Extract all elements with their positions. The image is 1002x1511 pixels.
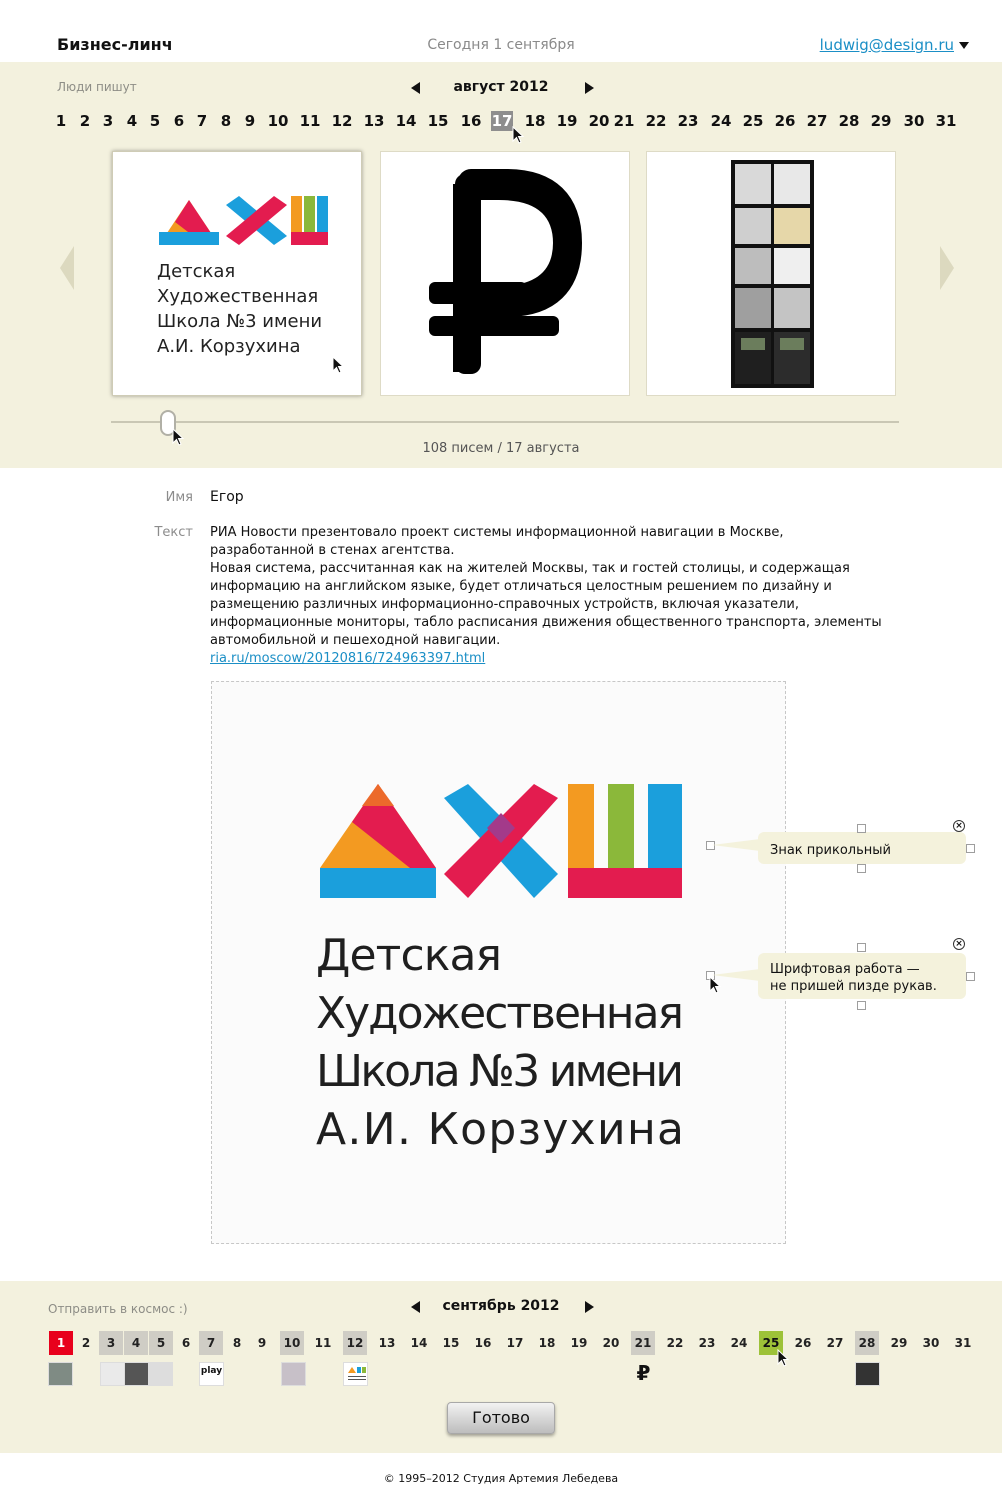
day-21[interactable]: 21 (631, 1331, 655, 1355)
attached-image (211, 681, 786, 1244)
day-7[interactable]: 7 (199, 1331, 223, 1355)
comment-note-text: Знак прикольный (770, 843, 891, 858)
day-24[interactable]: 24 (730, 1336, 748, 1350)
day-6[interactable]: 6 (173, 112, 185, 130)
footer-copyright: © 1995–2012 Студия Артемия Лебедева (383, 1472, 619, 1485)
thumb-logo-line-4: А.И. Корзухина (157, 336, 301, 357)
logo-line-2: Художественная (316, 988, 684, 1039)
day-8[interactable]: 8 (220, 112, 232, 130)
month-name: август (453, 79, 505, 95)
day-5[interactable]: 5 (149, 112, 161, 130)
day-thumb[interactable] (48, 1362, 73, 1386)
day-18[interactable]: 18 (524, 112, 546, 130)
day-10[interactable]: 10 (280, 1331, 304, 1355)
day-4[interactable]: 4 (126, 112, 138, 130)
art-school-logo-mini (344, 1363, 368, 1386)
ruble-icon (381, 152, 630, 396)
day-thumb[interactable] (124, 1362, 149, 1386)
note-pointer (712, 839, 760, 851)
day-thumb[interactable] (281, 1362, 306, 1386)
day-20[interactable]: 20 (602, 1336, 620, 1350)
art-school-logo-thumb (113, 152, 362, 396)
day-31[interactable]: 31 (935, 112, 957, 130)
day-14[interactable]: 14 (395, 112, 417, 130)
day-23[interactable]: 23 (677, 112, 699, 130)
next-month-icon[interactable] (585, 1301, 594, 1313)
day-24[interactable]: 24 (710, 112, 732, 130)
header (0, 0, 1002, 62)
note-resize-handle[interactable] (857, 1001, 866, 1010)
day-17[interactable]: 17 (506, 1336, 524, 1350)
timeline-slider-track[interactable] (111, 421, 899, 423)
message-thumb-ruble[interactable] (380, 151, 630, 396)
cursor-icon (777, 1349, 789, 1367)
day-15[interactable]: 15 (427, 112, 449, 130)
day-20[interactable]: 20 (588, 112, 610, 130)
day-31[interactable]: 31 (954, 1336, 972, 1350)
message-thumb-products[interactable] (646, 151, 896, 396)
day-7[interactable]: 7 (196, 112, 208, 130)
day-29[interactable]: 29 (870, 112, 892, 130)
done-button[interactable]: Готово (447, 1402, 555, 1434)
outgoing-panel (0, 1281, 1002, 1453)
month-title (0, 79, 1002, 95)
close-icon[interactable]: × (953, 820, 965, 832)
letters-count-label: 108 писем / 17 августа (422, 441, 580, 456)
day-18[interactable]: 18 (538, 1336, 556, 1350)
products-collage (647, 152, 896, 396)
day-thumb[interactable] (100, 1362, 125, 1386)
day-23[interactable]: 23 (698, 1336, 716, 1350)
name-value: Егор (210, 489, 244, 505)
user-menu[interactable] (820, 36, 954, 54)
carousel-prev-icon[interactable] (60, 246, 74, 290)
day-2[interactable]: 2 (79, 112, 91, 130)
play-label: play (200, 1366, 223, 1376)
comment-note[interactable] (758, 953, 966, 999)
cursor-icon (512, 126, 524, 144)
month-year: 2012 (509, 79, 549, 95)
day-12[interactable]: 12 (331, 112, 353, 130)
day-9[interactable]: 9 (257, 1336, 267, 1350)
day-2[interactable]: 2 (81, 1336, 91, 1350)
day-25[interactable]: 25 (759, 1331, 783, 1355)
day-17[interactable]: 17 (491, 112, 513, 130)
day-21[interactable]: 21 (613, 112, 635, 130)
day-15[interactable]: 15 (442, 1336, 460, 1350)
note-resize-handle[interactable] (966, 972, 975, 981)
user-email-link[interactable]: ludwig@design.ru (819, 36, 954, 54)
day-30[interactable]: 30 (922, 1336, 940, 1350)
message-text (210, 524, 890, 668)
day-14[interactable]: 14 (410, 1336, 428, 1350)
day-13[interactable]: 13 (363, 112, 385, 130)
month-title (0, 1298, 1002, 1314)
thumb-logo-line-3: Школа №3 имени (157, 311, 323, 332)
day-12[interactable]: 12 (343, 1331, 367, 1355)
close-icon[interactable]: × (953, 938, 965, 950)
day-30[interactable]: 30 (903, 112, 925, 130)
day-4[interactable]: 4 (124, 1331, 148, 1355)
message-paragraph-1: РИА Новости презентовало проект системы информационной навигации в Москве, разработанной в стенах агентства. (210, 525, 784, 558)
day-thumb[interactable] (148, 1362, 173, 1386)
chevron-down-icon[interactable] (959, 42, 969, 49)
day-11[interactable]: 11 (314, 1336, 332, 1350)
day-11[interactable]: 11 (299, 112, 321, 130)
note-resize-handle[interactable] (966, 844, 975, 853)
source-link[interactable]: ria.ru/moscow/20120816/724963397.html (210, 651, 486, 666)
day-thumb-ruble[interactable] (631, 1362, 656, 1386)
day-9[interactable]: 9 (244, 112, 256, 130)
day-13[interactable]: 13 (378, 1336, 396, 1350)
comment-note-text-line-2: не пришей пизде рукав. (770, 979, 937, 994)
people-write-label: Люди пишут (57, 80, 137, 94)
logo-line-1: Детская (316, 930, 502, 981)
app-title: Бизнес-линч (57, 35, 173, 54)
day-thumb[interactable] (855, 1362, 880, 1386)
day-3[interactable]: 3 (99, 1331, 123, 1355)
cursor-icon (709, 976, 721, 994)
day-26[interactable]: 26 (774, 112, 796, 130)
day-26[interactable]: 26 (794, 1336, 812, 1350)
carousel-next-icon[interactable] (940, 246, 954, 290)
send-to-space-label: Отправить в космос :) (48, 1302, 188, 1316)
note-resize-handle[interactable] (857, 864, 866, 873)
month-year: 2012 (520, 1298, 560, 1314)
logo-line-4: А.И. Корзухина (316, 1104, 684, 1155)
text-label: Текст (154, 525, 193, 540)
day-19[interactable]: 19 (570, 1336, 588, 1350)
day-16[interactable]: 16 (460, 112, 482, 130)
comment-note[interactable] (758, 832, 966, 864)
art-school-logo (212, 682, 787, 1245)
note-resize-handle[interactable] (857, 943, 866, 952)
day-28[interactable]: 28 (838, 112, 860, 130)
day-1[interactable]: 1 (49, 1331, 73, 1355)
name-label: Имя (165, 490, 193, 505)
day-6[interactable]: 6 (181, 1336, 191, 1350)
incoming-panel (0, 62, 1002, 468)
day-8[interactable]: 8 (232, 1336, 242, 1350)
day-3[interactable]: 3 (102, 112, 114, 130)
day-thumb-logo[interactable] (343, 1362, 368, 1386)
day-25[interactable]: 25 (742, 112, 764, 130)
message-paragraph-2: Новая система, рассчитанная как на жителей Москвы, так и гостей столицы, и содержащая информацию на английском языке, будет отличаться целостным решением по дизайну и размещению различных информационно-справочных устройств, включая указатели, информационные мониторы, табло расписания движения общественного транспорта, элементы автомобильной и пешеходной навигации. (210, 561, 882, 648)
logo-line-3: Школа №3 имени (316, 1046, 684, 1097)
day-1[interactable]: 1 (55, 112, 67, 130)
day-27[interactable]: 27 (826, 1336, 844, 1350)
day-28[interactable]: 28 (855, 1331, 879, 1355)
message-thumb-logo[interactable] (112, 151, 362, 396)
day-5[interactable]: 5 (149, 1331, 173, 1355)
thumb-logo-line-1: Детская (157, 261, 236, 282)
day-thumb-play[interactable] (199, 1362, 224, 1386)
comment-note-text-line-1: Шрифтовая работа — (770, 962, 920, 977)
note-resize-handle[interactable] (857, 824, 866, 833)
day-29[interactable]: 29 (890, 1336, 908, 1350)
day-10[interactable]: 10 (267, 112, 289, 130)
month-name: сентябрь (442, 1298, 516, 1314)
day-19[interactable]: 19 (556, 112, 578, 130)
day-27[interactable]: 27 (806, 112, 828, 130)
next-month-icon[interactable] (585, 82, 594, 94)
today-label: Сегодня 1 сентября (427, 37, 575, 53)
day-22[interactable]: 22 (666, 1336, 684, 1350)
thumb-logo-line-2: Художественная (157, 286, 319, 307)
day-22[interactable]: 22 (645, 112, 667, 130)
day-16[interactable]: 16 (474, 1336, 492, 1350)
ruble-icon: ₽ (636, 1362, 651, 1385)
